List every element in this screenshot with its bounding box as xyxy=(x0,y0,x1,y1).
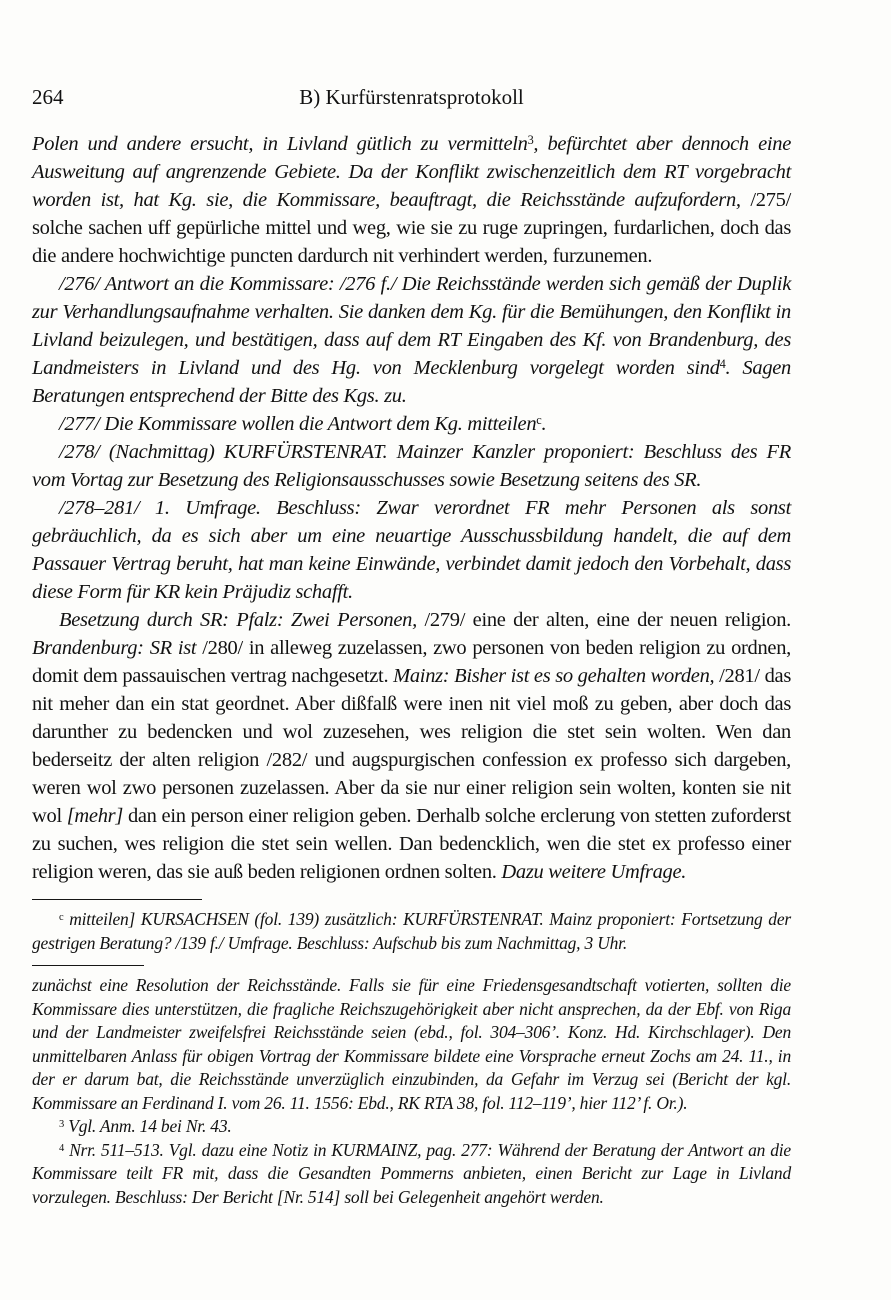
footnote-marker: 3 xyxy=(59,1119,65,1131)
text-run: /278/ (Nachmittag) KURFÜRSTENRAT. Mainzer Kanzler proponiert: Beschluss des FR vom Vortag zur Besetzung des Religionsausschusses sowie Besetzung seitens des SR. xyxy=(32,441,791,491)
body-paragraph xyxy=(32,438,791,494)
text-run: /276/ Antwort an die Kommissare: /276 f./ Die Reichsstände werden sich gemäß der Duplik zur Verhandlungsaufnahme verhalten. Sie danken dem Kg. für die Bemühungen, den Konflikt in Livland beizulegen, und bestätigen, dass auf dem RT Eingaben des Kf. von Brandenburg, des Landmeisters in Livland und des Hg. von Mecklenburg vorgelegt worden sind xyxy=(32,273,791,379)
body-paragraph xyxy=(32,270,791,410)
text-run: Brandenburg: SR ist xyxy=(32,637,203,659)
text-run: mitteilen] KURSACHSEN (fol. 139) zusätzlich: KURFÜRSTENRAT. Mainz proponiert: Fortsetzung der gestrigen Beratung? /139 f./ Umfrage. Beschluss: Aufschub bis zum Nachmittag, 3 Uhr. xyxy=(32,909,791,953)
text-run: . Sagen Beratungen entsprechend der Bitte des Kgs. zu. xyxy=(32,357,791,407)
apparatus-separator xyxy=(32,899,202,900)
text-run: Besetzung durch SR: Pfalz: Zwei Personen, xyxy=(59,609,425,631)
text-run: . xyxy=(541,413,547,435)
text-run: /278–281/ 1. Umfrage. Beschluss: Zwar verordnet FR mehr Personen als sonst gebräuchlich, da es sich aber um eine neuartige Ausschussbildung handelt, die auf dem Passauer Vertrag beruht, hat man keine Einwände, verbindet damit jedoch den Vorbehalt, dass diese Form für KR kein Präjudiz schafft. xyxy=(32,497,791,603)
text-run: /277/ Die Kommissare wollen die Antwort dem Kg. mitteilen xyxy=(59,413,537,435)
apparatus-note xyxy=(32,908,791,955)
page-number: 264 xyxy=(32,85,64,109)
main-text xyxy=(32,130,791,886)
footnote-marker: 3 xyxy=(527,133,534,148)
text-run: /280/ in alleweg zuzelassen, zwo personen von beden religion zu ordnen, domit dem passauischen vertrag nachgesetzt. xyxy=(32,637,791,687)
footnote-marker: 4 xyxy=(719,357,726,372)
page-header xyxy=(32,84,791,111)
footnote xyxy=(32,974,791,1115)
text-run: dan ein person einer religion geben. Derhalb solche erclerung von stetten zuforderst zu suchen, wes religion die stet sein wellen. Dan bedencklich, wen die stet ex professo einer religion weren, das sie auß beden religionen ordnen solten. xyxy=(32,805,791,883)
body-paragraph xyxy=(32,130,791,270)
body-paragraph xyxy=(32,606,791,886)
critical-apparatus xyxy=(32,908,791,955)
text-run: Vgl. Anm. 14 bei Nr. 43. xyxy=(64,1116,232,1136)
text-run: Nrr. 511–513. Vgl. dazu eine Notiz in KURMAINZ, pag. 277: Während der Beratung der Antwort an die Kommissare teilt FR mit, dass die Gesandten Pommerns anbieten, einen Bericht zur Lage in Livland vorzulegen. Beschluss: Der Bericht [Nr. 514] soll bei Gelegenheit angehört werden. xyxy=(32,1139,791,1207)
footnote-marker: 4 xyxy=(59,1142,65,1154)
footnote xyxy=(32,1139,791,1210)
footnote-marker: c xyxy=(536,413,542,428)
footnote xyxy=(32,1115,791,1139)
text-run: Polen und andere ersucht, in Livland gütlich zu vermitteln xyxy=(32,133,528,155)
text-run: /281/ das nit meher dan ein stat geordnet. Aber dißfalß were inen nit viel moß zu geben, aber doch das darunther zu bedencken und wol zuzesehen, wes religion die stet sein wolten. Wen dan bederseitz der alten religion /282/ und augspurgischen confession ex professo sich dargeben, weren wol zwo personen zuzelassen. Aber da sie nur einer religion sein wolten, konten sie nit wol xyxy=(32,665,791,827)
footnotes xyxy=(32,974,791,1209)
footnote-separator xyxy=(32,965,144,966)
text-run: zunächst eine Resolution der Reichsstände. Falls sie für eine Friedensgesandtschaft votierten, sollten die Kommissare dies unterstützen, die fragliche Reichszugehörigkeit aber nicht ansprechen, da der Ebf. von Riga und der Landmeister zweifelsfrei Reichsstände seien (ebd., fol. 304–306’. Konz. Hd. Kirchschlager). Den unmittelbaren Anlass für obigen Vortrag der Kommissare bildete eine Vorsprache erneut Zochs am 24. 11., in der er darum bat, die Reichsstände unverzüglich einzubinden, da Gefahr im Verzug sei (Bericht der kgl. Kommissare an Ferdinand I. vom 26. 11. 1556: Ebd., RK RTA 38, fol. 112–119’, hier 112’ f. Or.). xyxy=(32,975,791,1113)
text-run: , befürchtet aber dennoch eine Ausweitung auf angrenzende Gebiete. Da der Konflikt zwischenzeitlich dem RT vorgebracht worden ist, hat Kg. sie, die Kommissare, beauftragt, die Reichsstände aufzufordern, xyxy=(32,133,792,211)
text-run: Mainz: Bisher ist es so gehalten worden, xyxy=(393,665,720,687)
body-paragraph xyxy=(32,494,791,606)
text-run: /279/ eine der alten, eine der neuen religion. xyxy=(424,609,792,631)
running-title: B) Kurfürstenratsprotokoll xyxy=(299,85,524,109)
text-run: [mehr] xyxy=(66,805,124,827)
footnote-marker: c xyxy=(59,912,64,924)
text-run: /275/ solche sachen uff gepürliche mittel und weg, wie sie zu ruge zupringen, furdarlichen, doch das die andere hochwichtige puncten dardurch nit verhindert werden, furzunemen. xyxy=(32,189,791,267)
body-paragraph xyxy=(32,410,791,438)
text-run: Dazu weitere Umfrage. xyxy=(501,861,687,883)
